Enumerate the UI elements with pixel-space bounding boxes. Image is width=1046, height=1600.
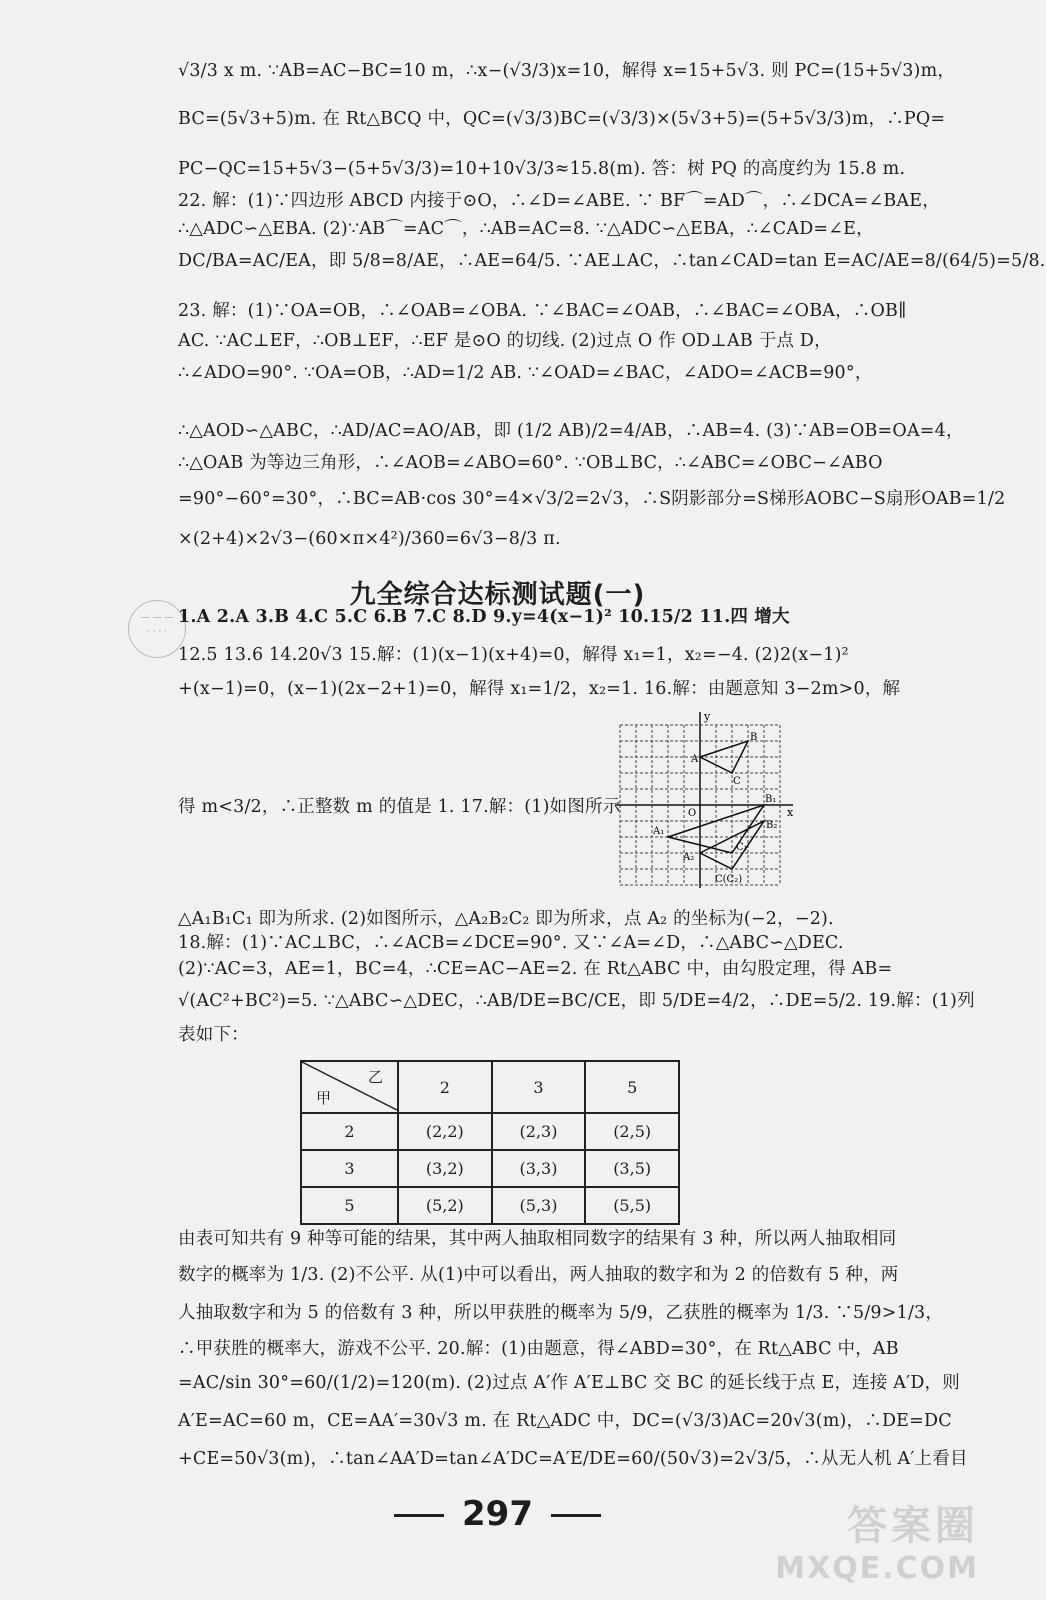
text-line: ∴△AOD∽△ABC，∴AD/AC=AO/AB，即 (1/2 AB)/2=4/AB，∴AB=4. (3)∵AB=OB=OA=4， <box>178 421 964 441</box>
text-line: ∴∠ADO=90°. ∵OA=OB，∴AD=1/2 AB. ∵∠OAD=∠BAC，∠ADO=∠ACB=90°， <box>178 363 873 383</box>
table-col-header: 5 <box>585 1061 679 1113</box>
point-label-a1: A₁ <box>653 826 665 837</box>
origin-label: O <box>688 808 697 819</box>
table-cell: (5,2) <box>398 1187 492 1224</box>
page-number-dash-right <box>551 1514 601 1517</box>
table-row-header: 5 <box>301 1187 398 1224</box>
table-row-header: 3 <box>301 1150 398 1187</box>
text-line: =AC/sin 30°=60/(1/2)=120(m). (2)过点 A′作 A′E⊥BC 交 BC 的延长线于点 E，连接 A′D，则 <box>178 1373 960 1393</box>
table-row-header: 2 <box>301 1113 398 1150</box>
stamp-seal: — — — · · · · <box>128 600 186 658</box>
table-cell: (3,5) <box>585 1150 679 1187</box>
table-col-header: 2 <box>398 1061 492 1113</box>
table-cell: (5,3) <box>492 1187 586 1224</box>
point-label-c: C <box>733 776 741 787</box>
text-line: △A₁B₁C₁ 即为所求. (2)如图所示，△A₂B₂C₂ 即为所求，点 A₂ 的坐标为(−2，−2). <box>178 909 834 929</box>
table-row <box>301 1150 679 1187</box>
text-line: A′E=AC=60 m，CE=AA′=30√3 m. 在 Rt△ADC 中，DC=(√3/3)AC=20√3(m)，∴DE=DC <box>178 1411 952 1431</box>
text-line: 18.解：(1)∵AC⊥BC，∴∠ACB=∠DCE=90°. 又∵∠A=∠D，∴△ABC∽△DEC. <box>178 933 844 953</box>
text-line: AC. ∵AC⊥EF，∴OB⊥EF，∴EF 是⊙O 的切线. (2)过点 O 作 OD⊥AB 于点 D， <box>178 331 832 351</box>
table-col-header: 3 <box>492 1061 586 1113</box>
text-line: +CE=50√3(m)，∴tan∠AA′D=tan∠A′DC=A′E/DE=60/(50√3)=2√3/5，∴从无人机 A′上看目 <box>178 1449 968 1469</box>
table-header-row <box>301 1061 679 1113</box>
watermark-url: MXQE.COM <box>775 1551 979 1586</box>
axis-x-label: x <box>787 806 794 819</box>
table-row <box>301 1187 679 1224</box>
text-line: (2)∵AC=3，AE=1，BC=4，∴CE=AC−AE=2. 在 Rt△ABC 中，由勾股定理，得 AB= <box>178 959 893 979</box>
point-label-c-c2: C(C₂) <box>715 874 743 885</box>
text-line: ∴△ADC∽△EBA. (2)∵AB⌒=AC⌒，∴AB=AC=8. ∵△ADC∽△EBA，∴∠CAD=∠E， <box>178 219 874 239</box>
section-title: 九全综合达标测试题(一) <box>349 580 646 610</box>
point-label-b: B <box>750 732 758 743</box>
text-line: DC/BA=AC/EA，即 5/8=8/AE，∴AE=64/5. ∵AE⊥AC，∴tan∠CAD=tan E=AC/AE=8/(64/5)=5/8. <box>178 251 1046 271</box>
text-line: =90°−60°=30°，∴BC=AB·cos 30°=4×√3/2=2√3，∴S阴影部分=S梯形AOBC−S扇形OAB=1/2 <box>178 489 1006 509</box>
table-cell: (3,2) <box>398 1150 492 1187</box>
text-line: 12.5 13.6 14.20√3 15.解：(1)(x−1)(x+4)=0，解得 x₁=1，x₂=−4. (2)2(x−1)² <box>178 645 849 665</box>
text-line: 由表可知共有 9 种等可能的结果，其中两人抽取相同数字的结果有 3 种，所以两人抽取相同 <box>178 1229 897 1249</box>
corner-label-jia: 甲 <box>316 1089 332 1107</box>
table-cell: (2,3) <box>492 1113 586 1150</box>
text-line: PC−QC=15+5√3−(5+5√3/3)=10+10√3/3≈15.8(m). 答：树 PQ 的高度约为 15.8 m. <box>178 159 906 179</box>
text-line: 表如下： <box>178 1025 249 1045</box>
text-line: 23. 解：(1)∵OA=OB，∴∠OAB=∠OBA. ∵∠BAC=∠OAB，∴∠BAC=∠OBA，∴OB∥ <box>178 301 907 321</box>
probability-table <box>300 1060 680 1225</box>
text-line: 人抽取数字和为 5 的倍数有 3 种，所以甲获胜的概率为 5/9，乙获胜的概率为 1/3. ∵5/9>1/3， <box>178 1303 944 1323</box>
text-line: 22. 解：(1)∵四边形 ABCD 内接于⊙O，∴∠D=∠ABE. ∵ BF⌒=AD⌒，∴∠DCA=∠BAE， <box>178 191 940 211</box>
axis-y-label: y <box>704 710 711 723</box>
point-label-c1: C₁ <box>736 842 748 853</box>
text-line: ∴△OAB 为等边三角形，∴∠AOB=∠ABO=60°. ∵OB⊥BC，∴∠ABC=∠OBC−∠ABO <box>178 453 883 473</box>
page-number-text: 297 <box>462 1494 533 1534</box>
text-line: 数字的概率为 1/3. (2)不公平. 从(1)中可以看出，两人抽取的数字和为 2 的倍数有 5 种，两 <box>178 1265 899 1285</box>
page-number-dash-left <box>394 1514 444 1517</box>
table-cell: (2,2) <box>398 1113 492 1150</box>
point-label-a: A <box>691 754 699 765</box>
answers-line: 1.A 2.A 3.B 4.C 5.C 6.B 7.C 8.D 9.y=4(x−1)² 10.15/2 11.四 增大 <box>178 607 790 627</box>
text-line: BC=(5√3+5)m. 在 Rt△BCQ 中，QC=(√3/3)BC=(√3/3)×(5√3+5)=(5+5√3/3)m，∴PQ= <box>178 109 946 129</box>
point-label-b2: B₂ <box>766 820 778 831</box>
table-corner-cell <box>301 1061 398 1113</box>
point-label-a2: A₂ <box>683 852 695 863</box>
text-line: √3/3 x m. ∵AB=AC−BC=10 m，∴x−(√3/3)x=10，解得 x=15+5√3. 则 PC=(15+5√3)m， <box>178 61 956 81</box>
watermark-title: 答案圈 <box>847 1503 979 1549</box>
text-line: 得 m<3/2，∴正整数 m 的值是 1. 17.解：(1)如图所示 <box>178 797 621 817</box>
watermark <box>775 1494 979 1586</box>
text-line: ×(2+4)×2√3−(60×π×4²)/360=6√3−8/3 π. <box>178 529 561 549</box>
text-line: +(x−1)=0，(x−1)(2x−2+1)=0，解得 x₁=1/2，x₂=1. 16.解：由题意知 3−2m>0，解 <box>178 679 901 699</box>
figure-svg <box>615 710 800 890</box>
corner-label-yi: 乙 <box>367 1068 383 1086</box>
point-label-b1: B₁ <box>765 794 777 805</box>
table-row <box>301 1113 679 1150</box>
table-cell: (2,5) <box>585 1113 679 1150</box>
text-line: ∴甲获胜的概率大，游戏不公平. 20.解：(1)由题意，得∠ABD=30°，在 Rt△ABC 中，AB <box>178 1339 899 1359</box>
table-cell: (5,5) <box>585 1187 679 1224</box>
coordinate-figure <box>615 710 800 894</box>
table-cell: (3,3) <box>492 1150 586 1187</box>
text-line: √(AC²+BC²)=5. ∵△ABC∽△DEC，∴AB/DE=BC/CE，即 5/DE=4/2，∴DE=5/2. 19.解：(1)列 <box>178 991 975 1011</box>
